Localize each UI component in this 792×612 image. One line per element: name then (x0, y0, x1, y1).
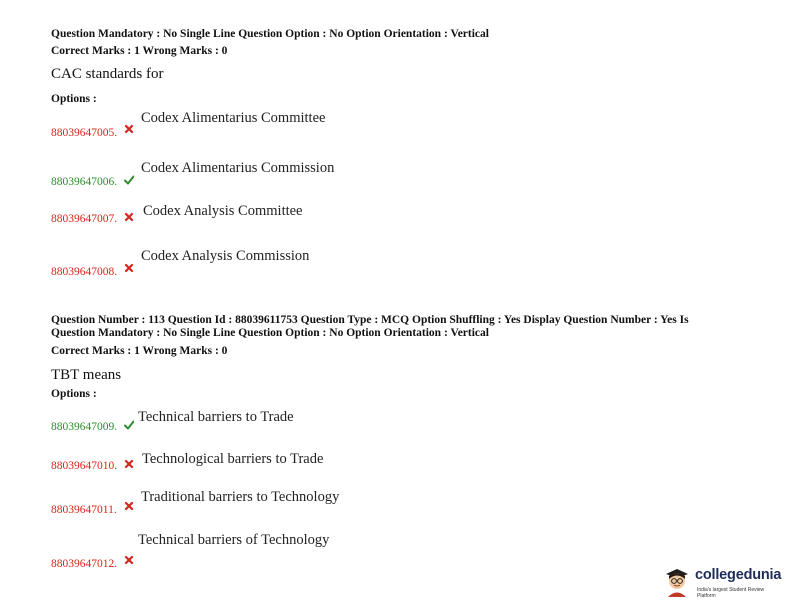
option-id: 88039647009. (51, 421, 118, 433)
wrong-cross-icon (124, 263, 134, 273)
option-id: 88039647007. (51, 213, 118, 225)
q2-option-4-text: Technical barriers of Technology (138, 532, 330, 548)
q1-option-1-text: Codex Alimentarius Committee (141, 110, 326, 126)
q2-marks: Correct Marks : 1 Wrong Marks : 0 (51, 345, 228, 357)
option-id: 88039647011. (51, 504, 117, 516)
brand-name: collegedunia (695, 567, 782, 583)
wrong-cross-icon (124, 459, 134, 469)
correct-check-icon (124, 175, 134, 185)
option-id: 88039647008. (51, 266, 118, 278)
q2-question-text: TBT means (51, 367, 122, 383)
q2-option-2 (51, 456, 134, 474)
mascot-logo-icon (660, 564, 694, 600)
q1-header-line: Question Mandatory : No Single Line Question Option : No Option Orientation : Vertical (51, 28, 489, 40)
wrong-cross-icon (124, 501, 134, 511)
q2-option-2-text: Technological barriers to Trade (142, 451, 324, 467)
q1-option-2-text: Codex Alimentarius Commission (141, 160, 335, 176)
q1-option-1 (51, 123, 134, 141)
brand-tagline: India's largest Student Review Platform (697, 587, 765, 599)
option-id: 88039647005. (51, 127, 118, 139)
q2-option-4 (51, 554, 134, 572)
q1-option-4 (51, 262, 134, 280)
q2-option-3-text: Traditional barriers to Technology (141, 489, 340, 505)
q1-option-3-text: Codex Analysis Committee (143, 203, 303, 219)
option-id: 88039647010. (51, 460, 118, 472)
q2-option-3 (51, 500, 134, 518)
collegedunia-watermark (660, 562, 782, 602)
q1-option-2 (51, 172, 134, 190)
q1-option-3 (51, 209, 134, 227)
q1-marks: Correct Marks : 1 Wrong Marks : 0 (51, 45, 228, 57)
q2-option-1-text: Technical barriers to Trade (138, 409, 294, 425)
q1-options-label: Options : (51, 93, 97, 105)
q2-option-1 (51, 417, 134, 435)
q2-header-line-2: Question Mandatory : No Single Line Question Option : No Option Orientation : Vertical (51, 327, 489, 339)
q2-options-label: Options : (51, 388, 97, 400)
wrong-cross-icon (124, 555, 134, 565)
option-id: 88039647006. (51, 176, 118, 188)
q1-question-text: CAC standards for (51, 66, 164, 82)
q1-option-4-text: Codex Analysis Commission (141, 248, 310, 264)
wrong-cross-icon (124, 124, 134, 134)
correct-check-icon (124, 420, 134, 430)
wrong-cross-icon (124, 212, 134, 222)
q2-header-line-1: Question Number : 113 Question Id : 88039611753 Question Type : MCQ Option Shuffling : Yes Display Question Number : Yes Is (51, 314, 689, 326)
option-id: 88039647012. (51, 558, 118, 570)
